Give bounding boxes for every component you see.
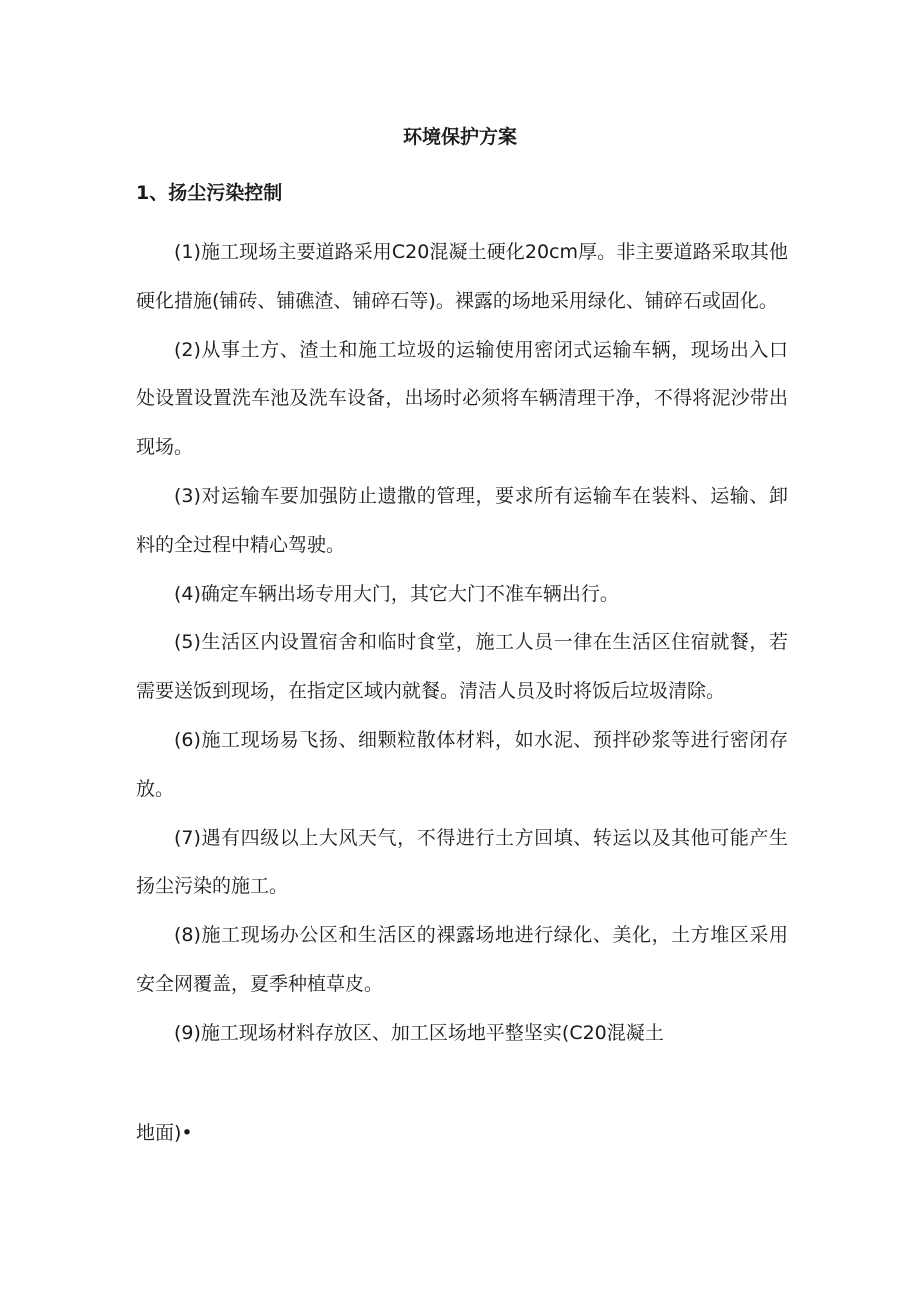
document-title: 环境保护方案 [402,126,517,148]
paragraph-6: (6)施工现场易飞扬、细颗粒散体材料，如水泥、预拌砂浆等进行密闭存放。 [136,728,788,800]
paragraph-2: (2)从事土方、渣土和施工垃圾的运输使用密闭式运输车辆，现场出入口处设置设置洗车池及洗车设备，出场时必须将车辆清理干净，不得将泥沙带出现场。 [136,338,788,459]
paragraph-3: (3)对运输车要加强防止遗撒的管理，要求所有运输车在装料、运输、卸料的全过程中精心驾驶。 [136,484,788,556]
paragraph-7: (7)遇有四级以上大风天气，不得进行土方回填、转运以及其他可能产生扬尘污染的施工。 [136,826,788,898]
paragraph-9: (9)施工现场材料存放区、加工区场地平整坚实(C20混凝土 [174,1021,664,1044]
paragraph-5: (5)生活区内设置宿舍和临时食堂，施工人员一律在生活区住宿就餐，若需要送饭到现场，在指定区域内就餐。清洁人员及时将饭后垃圾清除。 [136,631,788,703]
paragraph-1: (1)施工现场主要道路采用C20混凝土硬化20cm厚。非主要道路采取其他硬化措施(铺砖、铺礁渣、铺碎石等)。裸露的场地采用绿化、铺碎石或固化。 [136,241,788,312]
section-heading: 1、扬尘污染控制 [136,182,283,204]
paragraph-4: (4)确定车辆出场专用大门，其它大门不准车辆出行。 [174,582,619,605]
paragraph-8: (8)施工现场办公区和生活区的裸露场地进行绿化、美化，土方堆区采用安全网覆盖，夏季种植草皮。 [136,924,788,995]
document-body [136,228,788,1058]
paragraph-9-continuation: 地面)• [136,1122,193,1144]
